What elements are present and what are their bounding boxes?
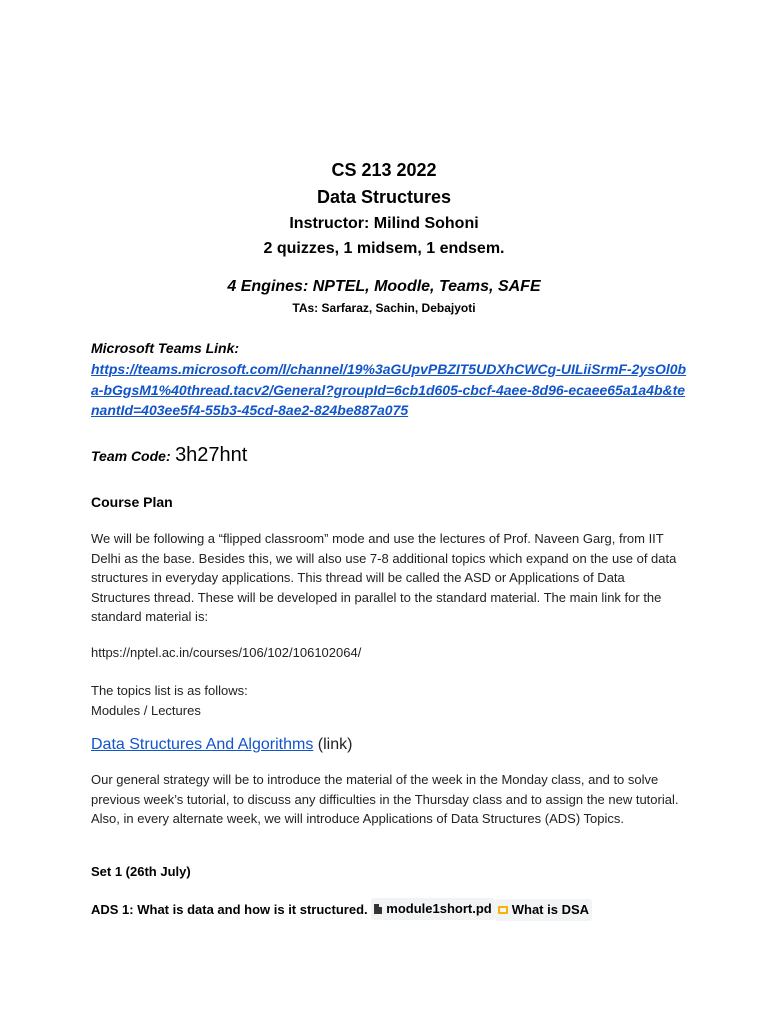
slides-chip-label: What is DSA: [511, 902, 590, 917]
team-code-value: 3h27hnt: [175, 444, 248, 466]
engines-line: 4 Engines: NPTEL, Moodle, Teams, SAFE: [227, 278, 541, 295]
course-code: CS 213 2022: [331, 160, 437, 180]
topics-line: The topics list is as follows:: [91, 683, 248, 698]
topics-list-intro: [91, 681, 681, 720]
document-icon: [374, 904, 382, 914]
nptel-url: https://nptel.ac.in/courses/106/102/106102064/: [91, 645, 362, 660]
instructor-line: Instructor: Milind Sohoni: [289, 215, 479, 232]
course-title: Data Structures: [316, 187, 452, 207]
ads1-line: [91, 898, 592, 921]
evaluation-line: 2 quizzes, 1 midsem, 1 endsem.: [263, 240, 505, 257]
slides-chip[interactable]: [495, 899, 592, 921]
team-code: [91, 441, 247, 471]
tas-line: TAs: Sarfaraz, Sachin, Debajyoti: [292, 301, 476, 315]
dsa-link-line: [91, 734, 352, 756]
course-plan-paragraph: We will be following a “flipped classroom” mode and use the lectures of Prof. Naveen Garg, from IIT Delhi as the base. Besides this, we will also use 7-8 additional topics which expand on the use of data structures in everyday applications. This thread will be called the ASD or Applications of Data Structures thread. These will be developed in parallel to the standard material. The main link for the standard material is:: [91, 531, 677, 624]
slides-icon: [498, 906, 508, 914]
strategy-paragraph: Our general strategy will be to introduce the material of the week in the Monday class, and to solve previous week’s tutorial, to discuss any difficulties in the Thursday class and to assign the new tutorial. Also, in every alternate week, we will introduce Applications of Data Structures (ADS) Topics.: [91, 772, 679, 826]
dsa-link[interactable]: Data Structures And Algorithms: [91, 736, 314, 753]
teams-link[interactable]: https://teams.microsoft.com/l/channel/19%3aGUpvPBZIT5UDXhCWCg-UILiiSrmF-2ysOl0ba-bGgsM1%40thread.tacv2/General?groupId=6cb1d605-cbcf-4aee-8d96-ecaee65a1a4b&tenantId=403ee5f4-55b3-45cd-8ae2-824be887a075: [91, 361, 687, 418]
file-chip-label: module1short.pd: [386, 901, 492, 916]
file-chip[interactable]: [371, 898, 494, 920]
set1-heading: Set 1 (26th July): [91, 864, 191, 879]
document-header: [0, 157, 768, 261]
dsa-link-suffix: (link): [317, 736, 353, 753]
ads1-label: ADS 1: What is data and how is it structured.: [91, 902, 368, 917]
team-code-label: Team Code:: [91, 448, 171, 464]
teams-link-label: Microsoft Teams Link:: [91, 340, 240, 356]
course-plan-heading: Course Plan: [91, 494, 173, 510]
modules-line: Modules / Lectures: [91, 702, 201, 718]
